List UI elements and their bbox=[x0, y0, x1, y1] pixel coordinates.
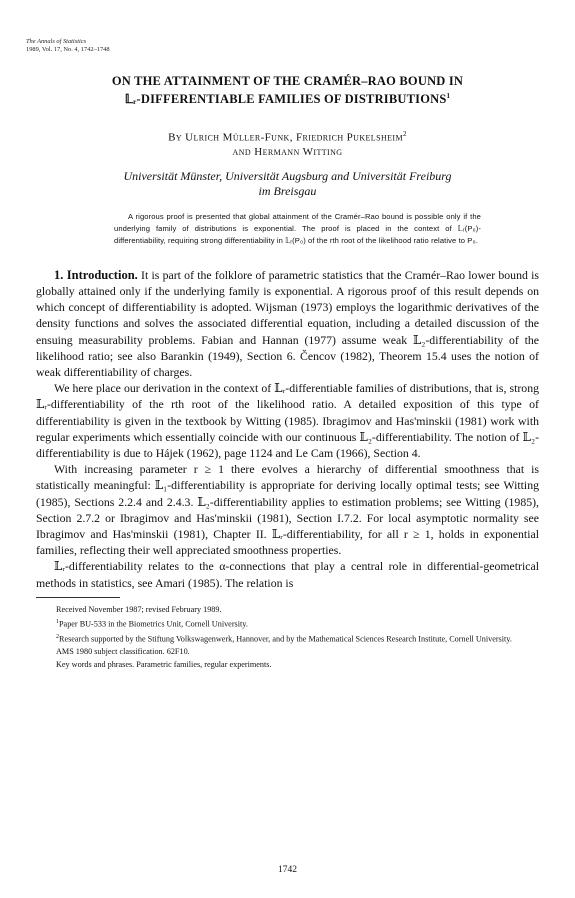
title-line-2-text: 𝕃ᵣ-DIFFERENTIABLE FAMILIES OF DISTRIBUTIONS bbox=[124, 92, 447, 107]
footnote-1-mark: 1 bbox=[56, 619, 59, 626]
section-heading: 1. Introduction. bbox=[54, 267, 138, 282]
journal-name: The Annals of Statistics bbox=[26, 38, 87, 45]
footnote-2 bbox=[36, 631, 539, 646]
affiliation-line-1: Universität Münster, Universität Augsburg and Universität Freiburg bbox=[123, 168, 452, 183]
authors-line-1-text: By Ulrich Müller-Funk, Friedrich Pukelsheim bbox=[168, 131, 403, 144]
paragraph-4: 𝕃ᵣ-differentiability relates to the α-connections that play a central role in differential-geometrical methods in statistics, see Amari (1985). The relation is bbox=[36, 559, 539, 590]
paragraph-2: We here place our derivation in the context of 𝕃ᵣ-differentiable families of distributions, that is, strong 𝕃ᵣ-differentiability of the rth root of the likelihood ratio. A detailed exposition of this type of differentiability is given in the textbook by Witting (1985). Ibragimov and Has'minskii (1981) work with regular experiments which essentially coincide with our continuous 𝕃₂-differentiability. The notion of 𝕃₂-differentiability is due to Hájek (1962), page 1124 and Le Cam (1966), Section 4. bbox=[36, 381, 539, 461]
affiliation-line-2: im Breisgau bbox=[258, 183, 317, 198]
footnotes bbox=[36, 604, 539, 671]
authors-line-2: and Hermann Witting bbox=[232, 145, 343, 158]
ams-classification: AMS 1980 subject classification. 62F10. bbox=[56, 647, 190, 657]
title-footnote-mark: 1 bbox=[446, 92, 451, 100]
paper-title bbox=[36, 74, 539, 107]
authors-line-1 bbox=[36, 127, 539, 145]
keywords: Key words and phrases. Parametric families, regular experiments. bbox=[56, 659, 272, 669]
paragraph-1-text: It is part of the folklore of parametric statistics that the Cramér–Rao lower bound is globally attained only if the underlying family is exponential. A rigorous proof of this result depends on which concept of differentiability is adopted. Wijsman (1973) employs the logarithmic derivatives of the density functions and solves the associated differential equation, including a detailed discussion of the ensuing measurability problems. Fabian and Hannan (1977) assume weak 𝕃₂-differentiability of the likelihood ratio; see also Barankin (1949), Section 6. Čencov (1982), Theorem 15.4 uses the notion of weak differentiability of charges. bbox=[36, 267, 539, 380]
title-line-1: ON THE ATTAINMENT OF THE CRAMÉR–RAO BOUND IN bbox=[111, 74, 464, 88]
author-footnote-mark: 2 bbox=[403, 130, 407, 139]
footnote-1-text: Paper BU-533 in the Biometrics Unit, Cornell University. bbox=[59, 619, 248, 629]
paragraph-1 bbox=[36, 267, 539, 380]
footnote-2-text: Research supported by the Stiftung Volkswagenwerk, Hannover, and by the Mathematical Sciences Research Institute, Cornell University. bbox=[59, 634, 512, 644]
section-introduction bbox=[36, 267, 539, 591]
author-list bbox=[36, 127, 539, 159]
footnote-1 bbox=[36, 616, 539, 631]
abstract: A rigorous proof is presented that global attainment of the Cramér–Rao bound is possible only if the underlying family of distributions is exponential. The proof is placed in the context of 𝕃ᵣ(P₀)-differentiability, requiring strong differentiability in 𝕃ᵣ(P₀) of the rth root of the likelihood ratio relative to P₀. bbox=[114, 211, 481, 245]
footnote-rule bbox=[36, 597, 120, 598]
journal-volume: 1989, Vol. 17, No. 4, 1742–1748 bbox=[26, 46, 110, 53]
journal-header bbox=[26, 38, 110, 54]
received-note: Received November 1987; revised February 1989. bbox=[56, 604, 222, 614]
affiliation bbox=[36, 169, 539, 199]
paragraph-3: With increasing parameter r ≥ 1 there evolves a hierarchy of differential smoothness that is statistically meaningful: 𝕃₁-differentiability is appropriate for deriving locally optimal tests; see Witting (1985), Sections 2.2.4 and 2.4.3. 𝕃₂-differentiability applies to estimation problems; see Witting (1985), Section 2.7.2 or Ibragimov and Has'minskii (1981), Section I.7.2. For local asymptotic normality see Ibragimov and Has'minskii (1981), Chapter II. 𝕃ᵣ-differentiability, for all r ≥ 1, holds in exponential families, reflecting their well appreciated smoothness properties. bbox=[36, 462, 539, 558]
footnote-2-mark: 2 bbox=[56, 634, 59, 641]
page-number: 1742 bbox=[278, 865, 297, 875]
title-line-2 bbox=[36, 89, 539, 107]
